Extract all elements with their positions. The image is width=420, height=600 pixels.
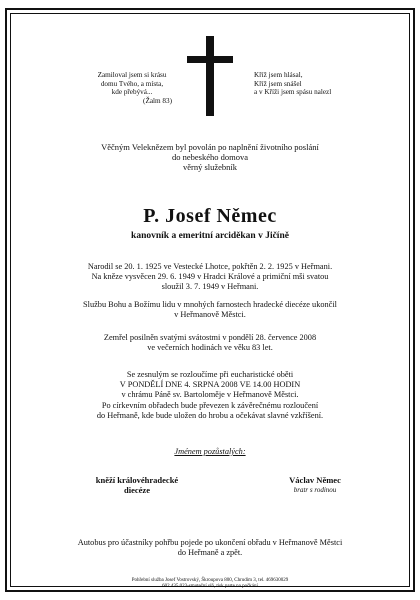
printer-info-line: 602 435 023-smuteční síň, tisk parte na počkání	[162, 584, 258, 589]
death-line: ve večerních hodinách ve věku 83 let.	[147, 343, 273, 353]
signatures-header: Jménem pozůstalých:	[174, 447, 246, 456]
service-line: v Heřmanově Městci.	[174, 310, 246, 320]
cross-vertical-bar	[206, 36, 214, 116]
funeral-line: Po církevním obřadech bude převezen k závěrečnému rozloučení	[101, 400, 319, 410]
service-line: Službu Bohu a Božímu lidu v mnohých farnostech hradecké diecéze ukončil	[83, 300, 337, 309]
bus-notice	[20, 538, 400, 558]
bus-notice-line: do Heřmaně a zpět.	[177, 548, 243, 558]
signature-name: Václav Němec	[289, 475, 341, 485]
funeral-line: v chrámu Páně sv. Bartoloměje v Heřmanově Městci.	[121, 390, 299, 400]
service-paragraph	[20, 300, 400, 320]
printer-info-line: Pohřební služba Josef Vostrovský, Škroupova 800, Chrudim 3, tel. 469630029	[131, 578, 289, 583]
verse-line: Kříž jsem snášel	[254, 79, 302, 88]
psalm-verse	[92, 71, 172, 105]
intro-line: do nebeského domova	[171, 152, 248, 162]
intro-line: věrný služebník	[182, 162, 238, 172]
funeral-line: Se zesnulým se rozloučíme při eucharistické oběti	[126, 370, 294, 379]
bus-notice-line: Autobus pro účastníky pohřbu pojede po ukončení obřadu v Heřmanově Městci	[77, 538, 343, 547]
funeral-line: do Heřmaně, kde bude uložen do hrobu a očekávat slavné vzkříšení.	[96, 410, 324, 420]
signature-clergy	[82, 475, 192, 495]
verse-line: domu Tvého, a místa,	[100, 79, 164, 88]
bio-line: sloužil 3. 7. 1949 v Heřmani.	[161, 282, 259, 292]
funeral-line: V PONDĚLÍ DNE 4. SRPNA 2008 VE 14.00 HODIN	[119, 380, 301, 390]
cross-icon	[187, 36, 233, 116]
death-paragraph	[20, 333, 400, 353]
bio-line: Narodil se 20. 1. 1925 ve Vestecké Lhotce, pokřtěn 2. 2. 1925 v Heřmani.	[87, 262, 333, 271]
deceased-title: kanovník a emeritní arciděkan v Jičíně	[131, 231, 289, 241]
cross-horizontal-bar	[187, 56, 233, 63]
bio-paragraph	[20, 262, 400, 293]
cross-verse	[254, 71, 364, 97]
bio-line: Na kněze vysvěcen 29. 6. 1949 v Hradci Králové a primiční mši svatou	[91, 272, 329, 282]
deceased-name: P. Josef Němec	[143, 205, 277, 227]
verse-line: Kříž jsem hlásal,	[254, 71, 303, 79]
intro-text	[20, 142, 400, 172]
signature-line: diecéze	[124, 485, 150, 495]
verse-line: a v Kříži jsem spásu nalezl	[254, 88, 332, 97]
printer-info	[20, 578, 400, 590]
verse-reference: (Žalm 83)	[143, 96, 172, 105]
signature-line: kněží královéhradecké	[95, 475, 179, 485]
verse-line: Zamiloval jsem si krásu	[97, 71, 167, 79]
signature-subtitle: bratr s rodinou	[293, 486, 337, 494]
signature-family	[260, 475, 370, 495]
funeral-paragraph	[20, 370, 400, 421]
death-line: Zemřel posilněn svatými svátostmi v pondělí 28. července 2008	[103, 333, 317, 342]
verse-line: kde přebývá...	[111, 88, 153, 97]
intro-line: Věčným Veleknězem byl povolán po naplnění životního poslání	[101, 142, 319, 152]
